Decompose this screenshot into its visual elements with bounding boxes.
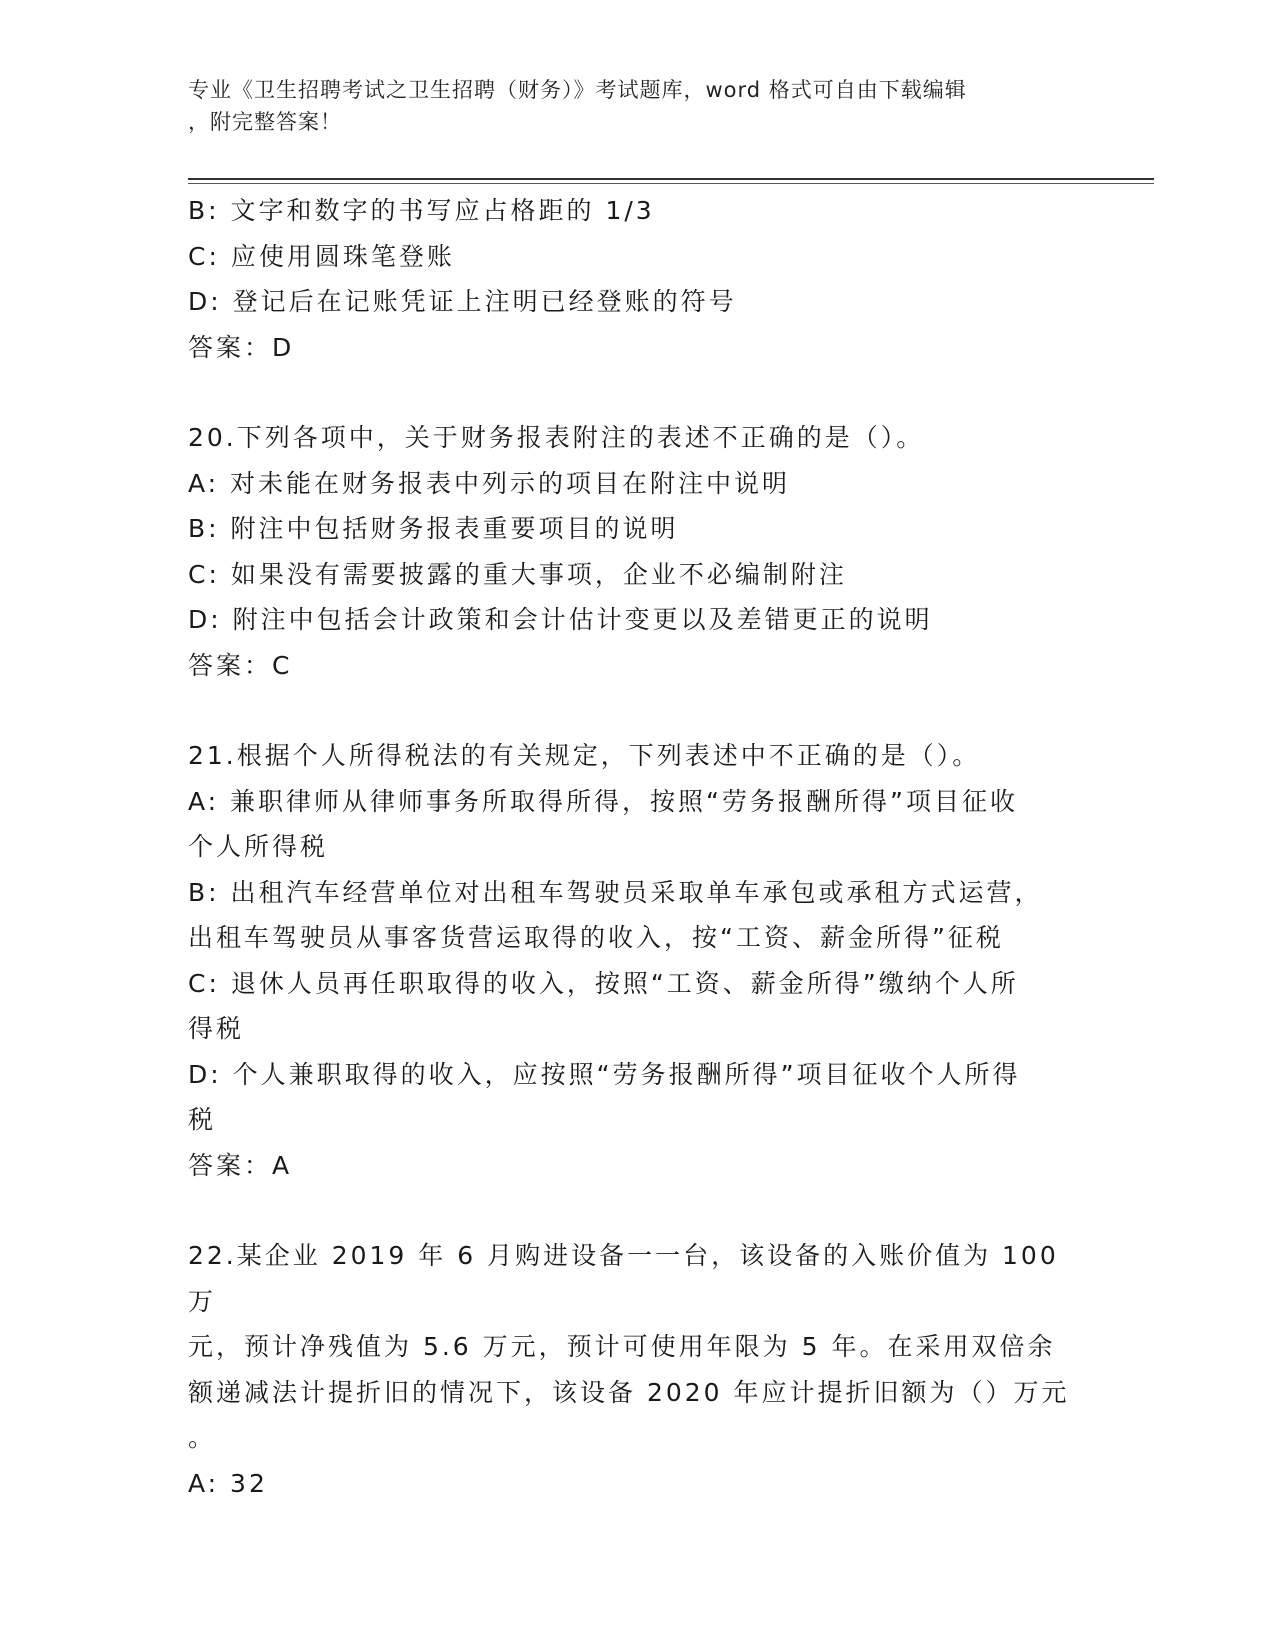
q22-stem-line-2: 元，预计净残值为 5.6 万元，预计可使用年限为 5 年。在采用双倍余: [188, 1332, 1056, 1361]
question-content: [188, 188, 1078, 1506]
header-divider: [188, 178, 1154, 180]
q21-answer: 答案：A: [188, 1150, 293, 1180]
q21-stem: 21.根据个人所得税法的有关规定，下列表述中不正确的是（）。: [188, 741, 981, 770]
q19-option-d: D: 登记后在记账凭证上注明已经登账的符号: [188, 287, 737, 316]
q19-option-c: C: 应使用圆珠笔登账: [188, 241, 455, 271]
header-divider-thin: [188, 183, 1154, 184]
question-22: [188, 1233, 1078, 1506]
page-header: [188, 74, 1068, 138]
header-line-2: ，附完整答案！: [188, 110, 342, 134]
q21-option-b-line-1: B: 出租汽车经营单位对出租车驾驶员采取单车承包或承租方式运营，: [188, 877, 1043, 907]
spacer: [188, 1188, 1078, 1233]
q20-answer: 答案：C: [188, 650, 293, 680]
q21-option-a-line-2: 个人所得税: [188, 832, 329, 861]
q22-stem-line-3: 额递减法计提折旧的情况下，该设备 2020 年应计提折旧额为（）万元: [188, 1377, 1070, 1407]
question-20: [188, 415, 1078, 688]
header-line-1: 专业《卫生招聘考试之卫生招聘（财务）》考试题库，word 格式可自由下载编辑: [188, 78, 967, 102]
q20-option-d: D: 附注中包括会计政策和会计估计变更以及差错更正的说明: [188, 605, 933, 634]
q21-option-d-line-2: 税: [188, 1105, 217, 1134]
spacer: [188, 688, 1078, 733]
q19-option-b: B: 文字和数字的书写应占格距的 1/3: [188, 196, 655, 225]
question-21: [188, 733, 1078, 1188]
q22-stem-line-4: 。: [188, 1423, 217, 1452]
q21-option-c-line-2: 得税: [188, 1014, 245, 1043]
q20-stem: 20.下列各项中，关于财务报表附注的表述不正确的是（）。: [188, 423, 925, 452]
q21-option-a-line-1: A: 兼职律师从律师事务所取得所得，按照“劳务报酬所得”项目征收: [188, 786, 1018, 816]
q21-option-d-line-1: D: 个人兼职取得的收入，应按照“劳务报酬所得”项目征收个人所得: [188, 1059, 1021, 1089]
q19-answer: 答案：D: [188, 332, 295, 362]
q21-option-c-line-1: C: 退休人员再任职取得的收入，按照“工资、薪金所得”缴纳个人所: [188, 968, 1019, 998]
q22-option-a: A: 32: [188, 1468, 268, 1498]
q20-option-b: B: 附注中包括财务报表重要项目的说明: [188, 514, 679, 543]
q22-stem-line-1: 22.某企业 2019 年 6 月购进设备一一台，该设备的入账价值为 100 万: [188, 1241, 1059, 1316]
q20-option-c: C: 如果没有需要披露的重大事项，企业不必编制附注: [188, 559, 847, 589]
q21-option-b-line-2: 出租车驾驶员从事客货营运取得的收入，按“工资、薪金所得”征税: [188, 923, 1004, 952]
question-19: [188, 188, 1078, 370]
spacer: [188, 370, 1078, 415]
q20-option-a: A: 对未能在财务报表中列示的项目在附注中说明: [188, 468, 791, 498]
